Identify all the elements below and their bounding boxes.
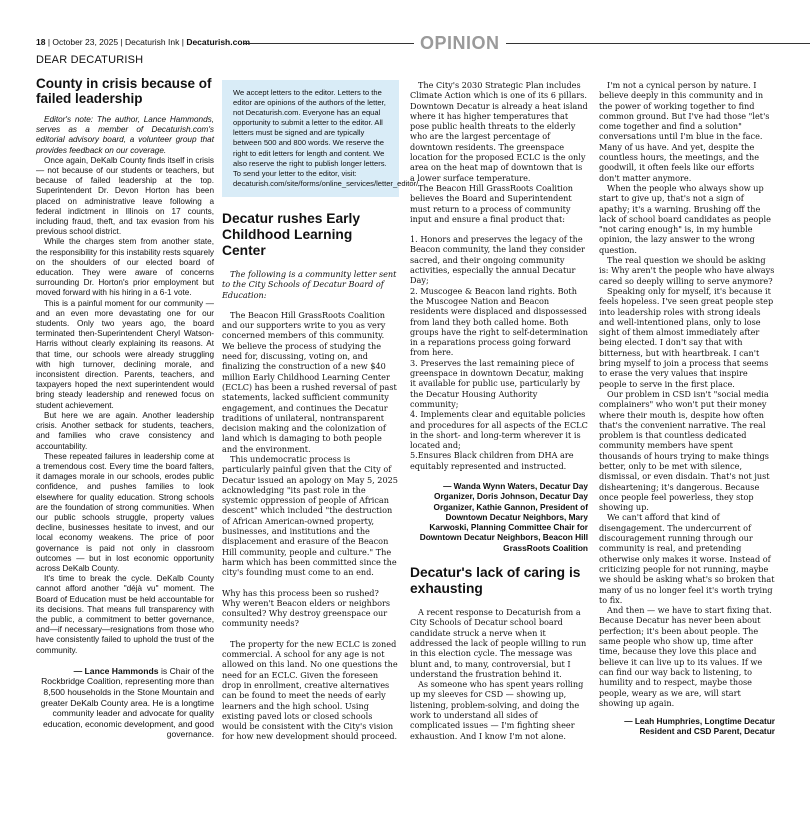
masthead-rule-left [244, 43, 414, 44]
article2-paragraph: The Beacon Hill GrassRoots Coalition believes the Board and Superintendent must return to a process of community input and ensure a final product that: [410, 182, 574, 224]
article3-headline: Decatur's lack of caring is exhausting [410, 565, 581, 597]
article3-paragraph: The real question we should be asking is: Why aren't the people who have always cared so deeply willing to serve anymore? [599, 255, 775, 286]
article1-paragraph: While the charges stem from another state, the responsibility for this instability rests squarely on the shoulders of our elected board of education. They were aware of concerns surrounding Dr. Horton's prior employment but moved forward with his hiring in a 6-1 vote. [36, 237, 214, 298]
column-2 [222, 80, 419, 815]
page-number: 18 [36, 37, 46, 47]
section-title: OPINION [420, 33, 500, 53]
website-link[interactable]: Decaturish.com [186, 37, 251, 47]
signature-bio: is Chair of the Rockbridge Coalition, representing more than 8,500 households in the Stone Mountain and greater DeKalb County area. He is a longtime community leader and advocate for quality education, economic development, and good governance. [40, 665, 214, 740]
article2-headline: Decatur rushes Early Childhood Learning Center [222, 210, 361, 258]
article1-paragraph: This is a painful moment for our community — and an even more devastating one for our students. Only two years ago, the board terminated then-Superintendent Cheryl Watson-Harris without clearly explaining its reasons. At that time, our schools were already struggling with high turnover, declining morale, and inconsistent direction. Parents, teachers, and taxpayers hoped the next superintendent would bring steady leadership and renewed focus on student achievement. [36, 298, 214, 410]
masthead-rule-right [506, 43, 810, 44]
article3-paragraph: And then — we have to start fixing that. Because Decatur has never been about perfection; it's been about people. The same people who show up, time after time, because they love this place and believe it can live up to its values. If we can find our way back to listening, to humility and to respect, maybe those people, weary as we are, will start showing up again. [599, 605, 772, 708]
column-3 [410, 80, 588, 815]
article1-signature [36, 666, 214, 740]
article2-paragraph: The Beacon Hill GrassRoots Coalition and our supporters write to you as very concerned members of this community. We believe the process of studying the need for, discussing, voting on, and finalizing the construction of a new $40 million Early Childhood Learning Center (ECLC) has been a rushed reversal of past statements, lacked sufficient community engagement, and continues the Decatur traditions of unilateral, nontransparent decision making and the colonization of land which is damaging to both people and the environment. [222, 309, 397, 454]
list-item: 1. Honors and preserves the legacy of the Beacon community, the land they consider sacred, and their ongoing community activities, especially the annual Decatur Day; [410, 234, 585, 286]
issue-date: October 23, 2025 [52, 37, 119, 47]
article2-paragraph: This undemocratic process is particularly painful given that the City of Decatur issued an apology on May 5, 2025 acknowledging "its past role in the systemic oppression of people of African descent" which included "the destruction of African American-owned property, businesses, and institutions and the displacement and erasure of the Beacon Hill community, people and culture." The harm which has been committed since the city's founding must come to an end. [222, 453, 398, 578]
article1-paragraph: But here we are again. Another leadership crisis. Another setback for students, teachers, and families who crave consistency and accountability. [36, 410, 214, 451]
article3-paragraph: As someone who has spent years rolling up my sleeves for CSD — showing up, listening, problem-solving, and doing the work to understand all sides of complicated issues — I'm fighting sheer exhaustion. And I know I'm not alone. [410, 679, 584, 741]
article1-paragraph: Once again, DeKalb County finds itself in crisis — not because of our students or teachers, but because of failed leadership at the top. Superintendent Dr. Devon Horton has been placed on administrative leave following a federal indictment in Illinois on 17 counts, including fraud, theft, and tax evasion from his previous school district. [36, 155, 214, 237]
folio-line: 18 | October 23, 2025 | Decaturish Ink | Decaturish.com [36, 37, 251, 47]
article1-headline: County in crisis because of failed leadership [36, 76, 212, 106]
article2-intro: The following is a community letter sent to the City Schools of Decatur Board of Education: [222, 268, 397, 300]
article3-paragraph: We can't afford that kind of disengagement. The undercurrent of discouragement running through our community is real, and pretending otherwise only makes it worse. Instead of criticizing people for not running, maybe we should be asking what's so broken that many of us no longer feel it's worth trying to fix. [599, 512, 775, 605]
article2-questions: Why has this process been so rushed? Why weren't Beacon elders or neighbors consulted? Why destroy greenspace our community needs? [222, 587, 391, 629]
article1-paragraph: It's time to break the cycle. DeKalb County cannot afford another "déjà vu" moment. The Board of Education must be held accountable for its decisions. That means full transparency with the public, a commitment to better governance, and—if necessary—resignations from those who have consistently failed to uphold the trust of the community. [36, 574, 214, 655]
article3-credit: — Leah Humphries, Longtime Decatur Resident and CSD Parent, Decatur [624, 716, 775, 737]
list-item: 2. Muscogee & Beacon land rights. Both the Muscogee Nation and Beacon residents were displaced and dispossessed from land they both called home. Both groups have the right to self-determination in a reparations process going forward from here. [410, 285, 588, 358]
column-kicker: DEAR DECATURISH [36, 54, 144, 66]
list-item: 5.Ensures Black children from DHA are equitably represented and instructed. [410, 450, 574, 471]
article3-paragraph: A recent response to Decaturish from a City Schools of Decatur school board candidate struck a nerve when it addressed the lack of people willing to run in this election cycle. The message was blunt and, to many, controversial, but I understand the frustration behind it. [410, 607, 587, 679]
article1-paragraph: These repeated failures in leadership come at a tremendous cost. Every time the board falters, it damages morale in our schools, erodes public confidence, and pushes families to look elsewhere for quality education. Strong schools are the foundation of strong communities. When our public schools struggle, property values decline, businesses hesitate to invest, and our local economy weakens. The price of poor governance is paid not only in classroom outcomes — but in lost economic opportunity across DeKalb County. [36, 451, 214, 573]
column-4 [599, 80, 775, 815]
article2-paragraph: The City's 2030 Strategic Plan includes Climate Action which is one of its 6 pillars. Downtown Decatur is already a heat island where it has higher temperatures that pose public health threats to the elderly who are the largest percentage of downtown residents. The greenspace location for the proposed ECLC is the only area on the heat map of downtown that is a lower surface temperature. [410, 80, 588, 183]
letters-notice-text: We accept letters to the editor. Letters to the editor are opinions of the authors of the letter, not Decaturish.com. Everyone has an equal opportunity to submit a letter to the editor. All letters must be signed and are typically between 500 and 800 words. We reserve the right to edit letters for length and content. We also reserve the right to publish longer letters. To send your letter to the editor, visit: decaturish.com/site/forms/online_services/letter_editor/ [233, 88, 419, 188]
article3-paragraph: Our problem in CSD isn't "social media complainers" who won't put their money where their mouth is, despite how often that's the convenient narrative. The real problem is that countless dedicated community members have spent thousands of hours trying to make things better, only to be met with silence, dismissal, or even disdain. That's not just disheartening; it's dangerous. Because once people feel powerless, they stop showing up. [599, 388, 770, 513]
signature-name: — Lance Hammonds [73, 665, 159, 676]
article3-paragraph: I'm not a cynical person by nature. I believe deeply in this community and in the power of working together to find common ground. But I've had those "let's come together and find a solution" conversations until I'm blue in the face. Many of us have. And yet, despite the countless hours, the meetings, and the goodwill, it often feels like our efforts don't matter anymore. [599, 80, 770, 183]
article3-paragraph: When the people who always show up start to give up, that's not a sign of apathy; it's a warning. Brushing off the lack of school board candidates as people "not caring enough" is, in my humble opinion, the lazy answer to the wrong question. [599, 182, 771, 255]
article2-paragraph: The property for the new ECLC is zoned commercial. A school for any age is not allowed on this land. No one questions the need for an ECLC. Given the foreseen drop in enrollment, creative alternatives can be found to meet the needs of early learners and the high school. Using existing paved lots or closed schools would be consistent with the City's vision for how new development should proceed. [222, 638, 398, 742]
column-1 [36, 76, 214, 821]
publication-name: Decaturish Ink [125, 37, 180, 47]
article2-credit: — Wanda Wynn Waters, Decatur Day Organizer, Doris Johnson, Decatur Day Organizer, Kathie Gannon, President of Downtown Decatur Neighbors, Mary Karwoski, Planning Committee Chair for Downtown Decatur Neighbors, Beacon Hill GrassRoots Coalition [419, 480, 588, 553]
article2-list [410, 234, 588, 471]
article3-paragraph: Speaking only for myself, it's because it feels hopeless. I've seen great people step into leadership roles with strong ideals and well-intentioned plans, only to lose sight of them almost immediately after being elected. I don't say that with bitterness, but with heartbreak. I can't bring myself to join a process that seems to erase the very values that inspire people to serve in the first place. [599, 285, 774, 389]
editors-note: Editor's note: The author, Lance Hammonds, serves as a member of Decaturish.com's editorial advisory board, a volunteer group that provides feedback on our coverage. [36, 115, 214, 155]
list-item: 3. Preserves the last remaining piece of greenspace in downtown Decatur, making it available for public use, particularly by the Decatur Housing Authority community; [410, 357, 584, 409]
list-item: 4. Implements clear and equitable policies and procedures for all aspects of the ECLC in the short- and long-term wherever it is located and; [410, 409, 588, 451]
masthead [36, 34, 776, 52]
letters-notice [222, 80, 419, 197]
